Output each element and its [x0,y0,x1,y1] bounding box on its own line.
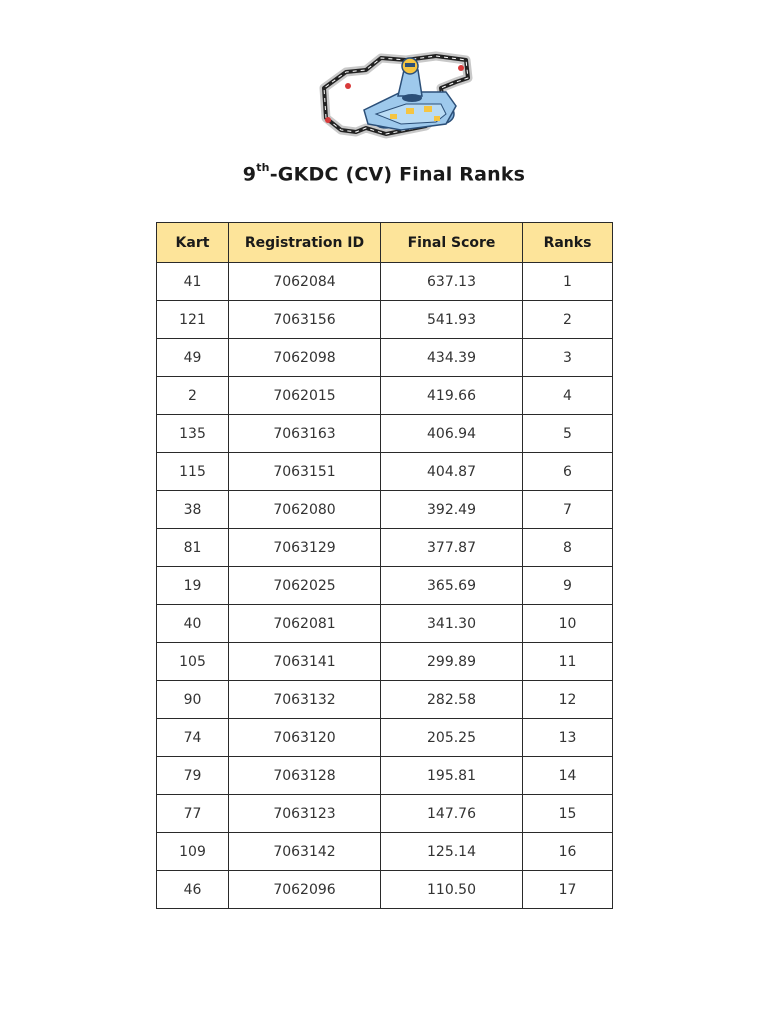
kart-cell: 105 [157,643,229,681]
final-score-cell: 125.14 [381,833,523,871]
registration-id-cell: 7063120 [229,719,381,757]
registration-id-cell: 7062025 [229,567,381,605]
rank-cell: 16 [523,833,613,871]
final-score-cell: 341.30 [381,605,523,643]
kart-cell: 115 [157,453,229,491]
kart-cell: 79 [157,757,229,795]
registration-id-cell: 7062080 [229,491,381,529]
kart-cell: 135 [157,415,229,453]
registration-id-cell: 7063129 [229,529,381,567]
registration-id-cell: 7063163 [229,415,381,453]
kart-cell: 81 [157,529,229,567]
registration-id-cell: 7063132 [229,681,381,719]
table-row [157,757,613,795]
registration-id-cell: 7062081 [229,605,381,643]
final-score-cell: 637.13 [381,263,523,301]
final-score-cell: 195.81 [381,757,523,795]
registration-id-cell: 7062098 [229,339,381,377]
registration-id-cell: 7063141 [229,643,381,681]
go-kart-track-logo [306,48,476,148]
registration-id-cell: 7063142 [229,833,381,871]
registration-id-cell: 7063156 [229,301,381,339]
header-registration-id: Registration ID [229,223,381,263]
table-row [157,833,613,871]
table-row [157,491,613,529]
rank-cell: 13 [523,719,613,757]
registration-id-cell: 7062015 [229,377,381,415]
kart-cell: 90 [157,681,229,719]
registration-id-cell: 7063123 [229,795,381,833]
registration-id-cell: 7062084 [229,263,381,301]
table-row [157,643,613,681]
table-row [157,263,613,301]
final-score-cell: 419.66 [381,377,523,415]
table-row [157,339,613,377]
kart-cell: 74 [157,719,229,757]
go-kart-icon [364,58,456,130]
registration-id-cell: 7062096 [229,871,381,909]
table-row [157,415,613,453]
kart-cell: 2 [157,377,229,415]
rank-cell: 4 [523,377,613,415]
table-row [157,377,613,415]
final-score-cell: 406.94 [381,415,523,453]
final-score-cell: 377.87 [381,529,523,567]
rank-cell: 17 [523,871,613,909]
kart-cell: 40 [157,605,229,643]
table-row [157,871,613,909]
rank-cell: 6 [523,453,613,491]
rank-cell: 2 [523,301,613,339]
rank-cell: 1 [523,263,613,301]
table-row [157,301,613,339]
kart-cell: 121 [157,301,229,339]
final-score-cell: 147.76 [381,795,523,833]
table-row [157,681,613,719]
final-score-cell: 282.58 [381,681,523,719]
kart-cell: 46 [157,871,229,909]
table-row [157,567,613,605]
title-number: 9 [242,163,257,186]
final-score-cell: 299.89 [381,643,523,681]
final-score-cell: 365.69 [381,567,523,605]
kart-cell: 41 [157,263,229,301]
table-row [157,529,613,567]
rank-cell: 10 [523,605,613,643]
final-score-cell: 404.87 [381,453,523,491]
registration-id-cell: 7063128 [229,757,381,795]
kart-cell: 38 [157,491,229,529]
rank-cell: 12 [523,681,613,719]
title-superscript: th [256,161,270,174]
rank-cell: 3 [523,339,613,377]
kart-cell: 49 [157,339,229,377]
final-score-cell: 434.39 [381,339,523,377]
rank-cell: 9 [523,567,613,605]
header-kart: Kart [157,223,229,263]
rank-cell: 14 [523,757,613,795]
final-score-cell: 392.49 [381,491,523,529]
title-text: -GKDC (CV) Final Ranks [269,163,526,186]
final-score-cell: 541.93 [381,301,523,339]
table-row [157,453,613,491]
table-header-row [157,223,613,263]
rank-cell: 11 [523,643,613,681]
registration-id-cell: 7063151 [229,453,381,491]
table-row [157,605,613,643]
rank-cell: 5 [523,415,613,453]
rank-cell: 7 [523,491,613,529]
kart-cell: 109 [157,833,229,871]
table-row [157,719,613,757]
final-score-cell: 110.50 [381,871,523,909]
rank-cell: 15 [523,795,613,833]
page-title [0,163,768,185]
final-ranks-table [156,222,613,909]
kart-cell: 19 [157,567,229,605]
final-score-cell: 205.25 [381,719,523,757]
table-row [157,795,613,833]
header-final-score: Final Score [381,223,523,263]
rank-cell: 8 [523,529,613,567]
kart-cell: 77 [157,795,229,833]
header-ranks: Ranks [523,223,613,263]
